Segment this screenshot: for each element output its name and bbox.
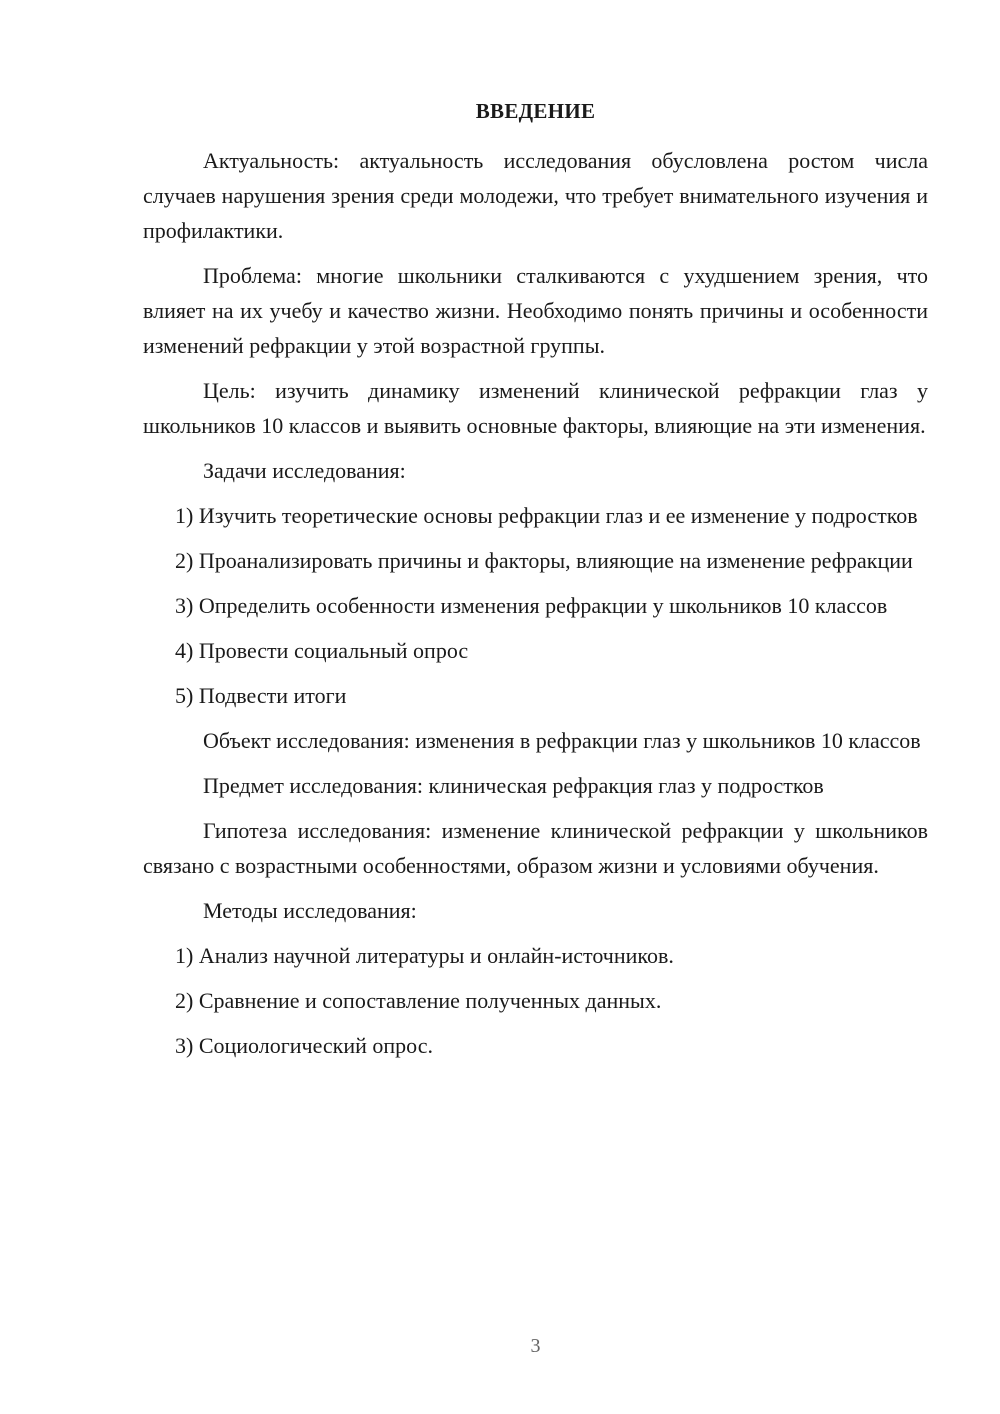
section-title: ВВЕДЕНИЕ [475,99,596,123]
task-item-1: 1) Изучить теоретические основы рефракции глаз и ее изменение у подростков [175,503,918,528]
paragraph-problem: Проблема: многие школьники сталкиваются с ухудшением зрения, что влияет на их учебу и качество жизни. Необходимо понять причины и особенности изменений рефракции у этой возрастной группы. [143,263,928,358]
paragraph-goal: Цель: изучить динамику изменений клинической рефракции глаз у школьников 10 классов и выявить основные факторы, влияющие на эти изменения. [143,378,928,438]
page-number: 3 [530,1335,541,1357]
paragraph-subject: Предмет исследования: клиническая рефракция глаз у подростков [203,773,824,798]
paragraph-relevance: Актуальность: актуальность исследования обусловлена ростом числа случаев нарушения зрения среди молодежи, что требует внимательного изучения и профилактики. [143,148,928,243]
task-item-4: 4) Провести социальный опрос [175,638,469,663]
document-page [143,0,928,1414]
method-item-2: 2) Сравнение и сопоставление полученных данных. [175,988,662,1013]
paragraph-object: Объект исследования: изменения в рефракции глаз у школьников 10 классов [203,728,921,753]
paragraph-methods-heading: Методы исследования: [203,898,417,923]
task-item-5: 5) Подвести итоги [175,683,347,708]
task-item-3: 3) Определить особенности изменения рефракции у школьников 10 классов [175,593,888,618]
method-item-1: 1) Анализ научной литературы и онлайн-источников. [175,943,674,968]
document-body [143,143,928,1073]
paragraph-hypothesis: Гипотеза исследования: изменение клинической рефракции у школьников связано с возрастными особенностями, образом жизни и условиями обучения. [143,818,928,878]
paragraph-tasks-heading: Задачи исследования: [203,458,406,483]
method-item-3: 3) Социологический опрос. [175,1033,433,1058]
task-item-2: 2) Проанализировать причины и факторы, влияющие на изменение рефракции [175,548,913,573]
